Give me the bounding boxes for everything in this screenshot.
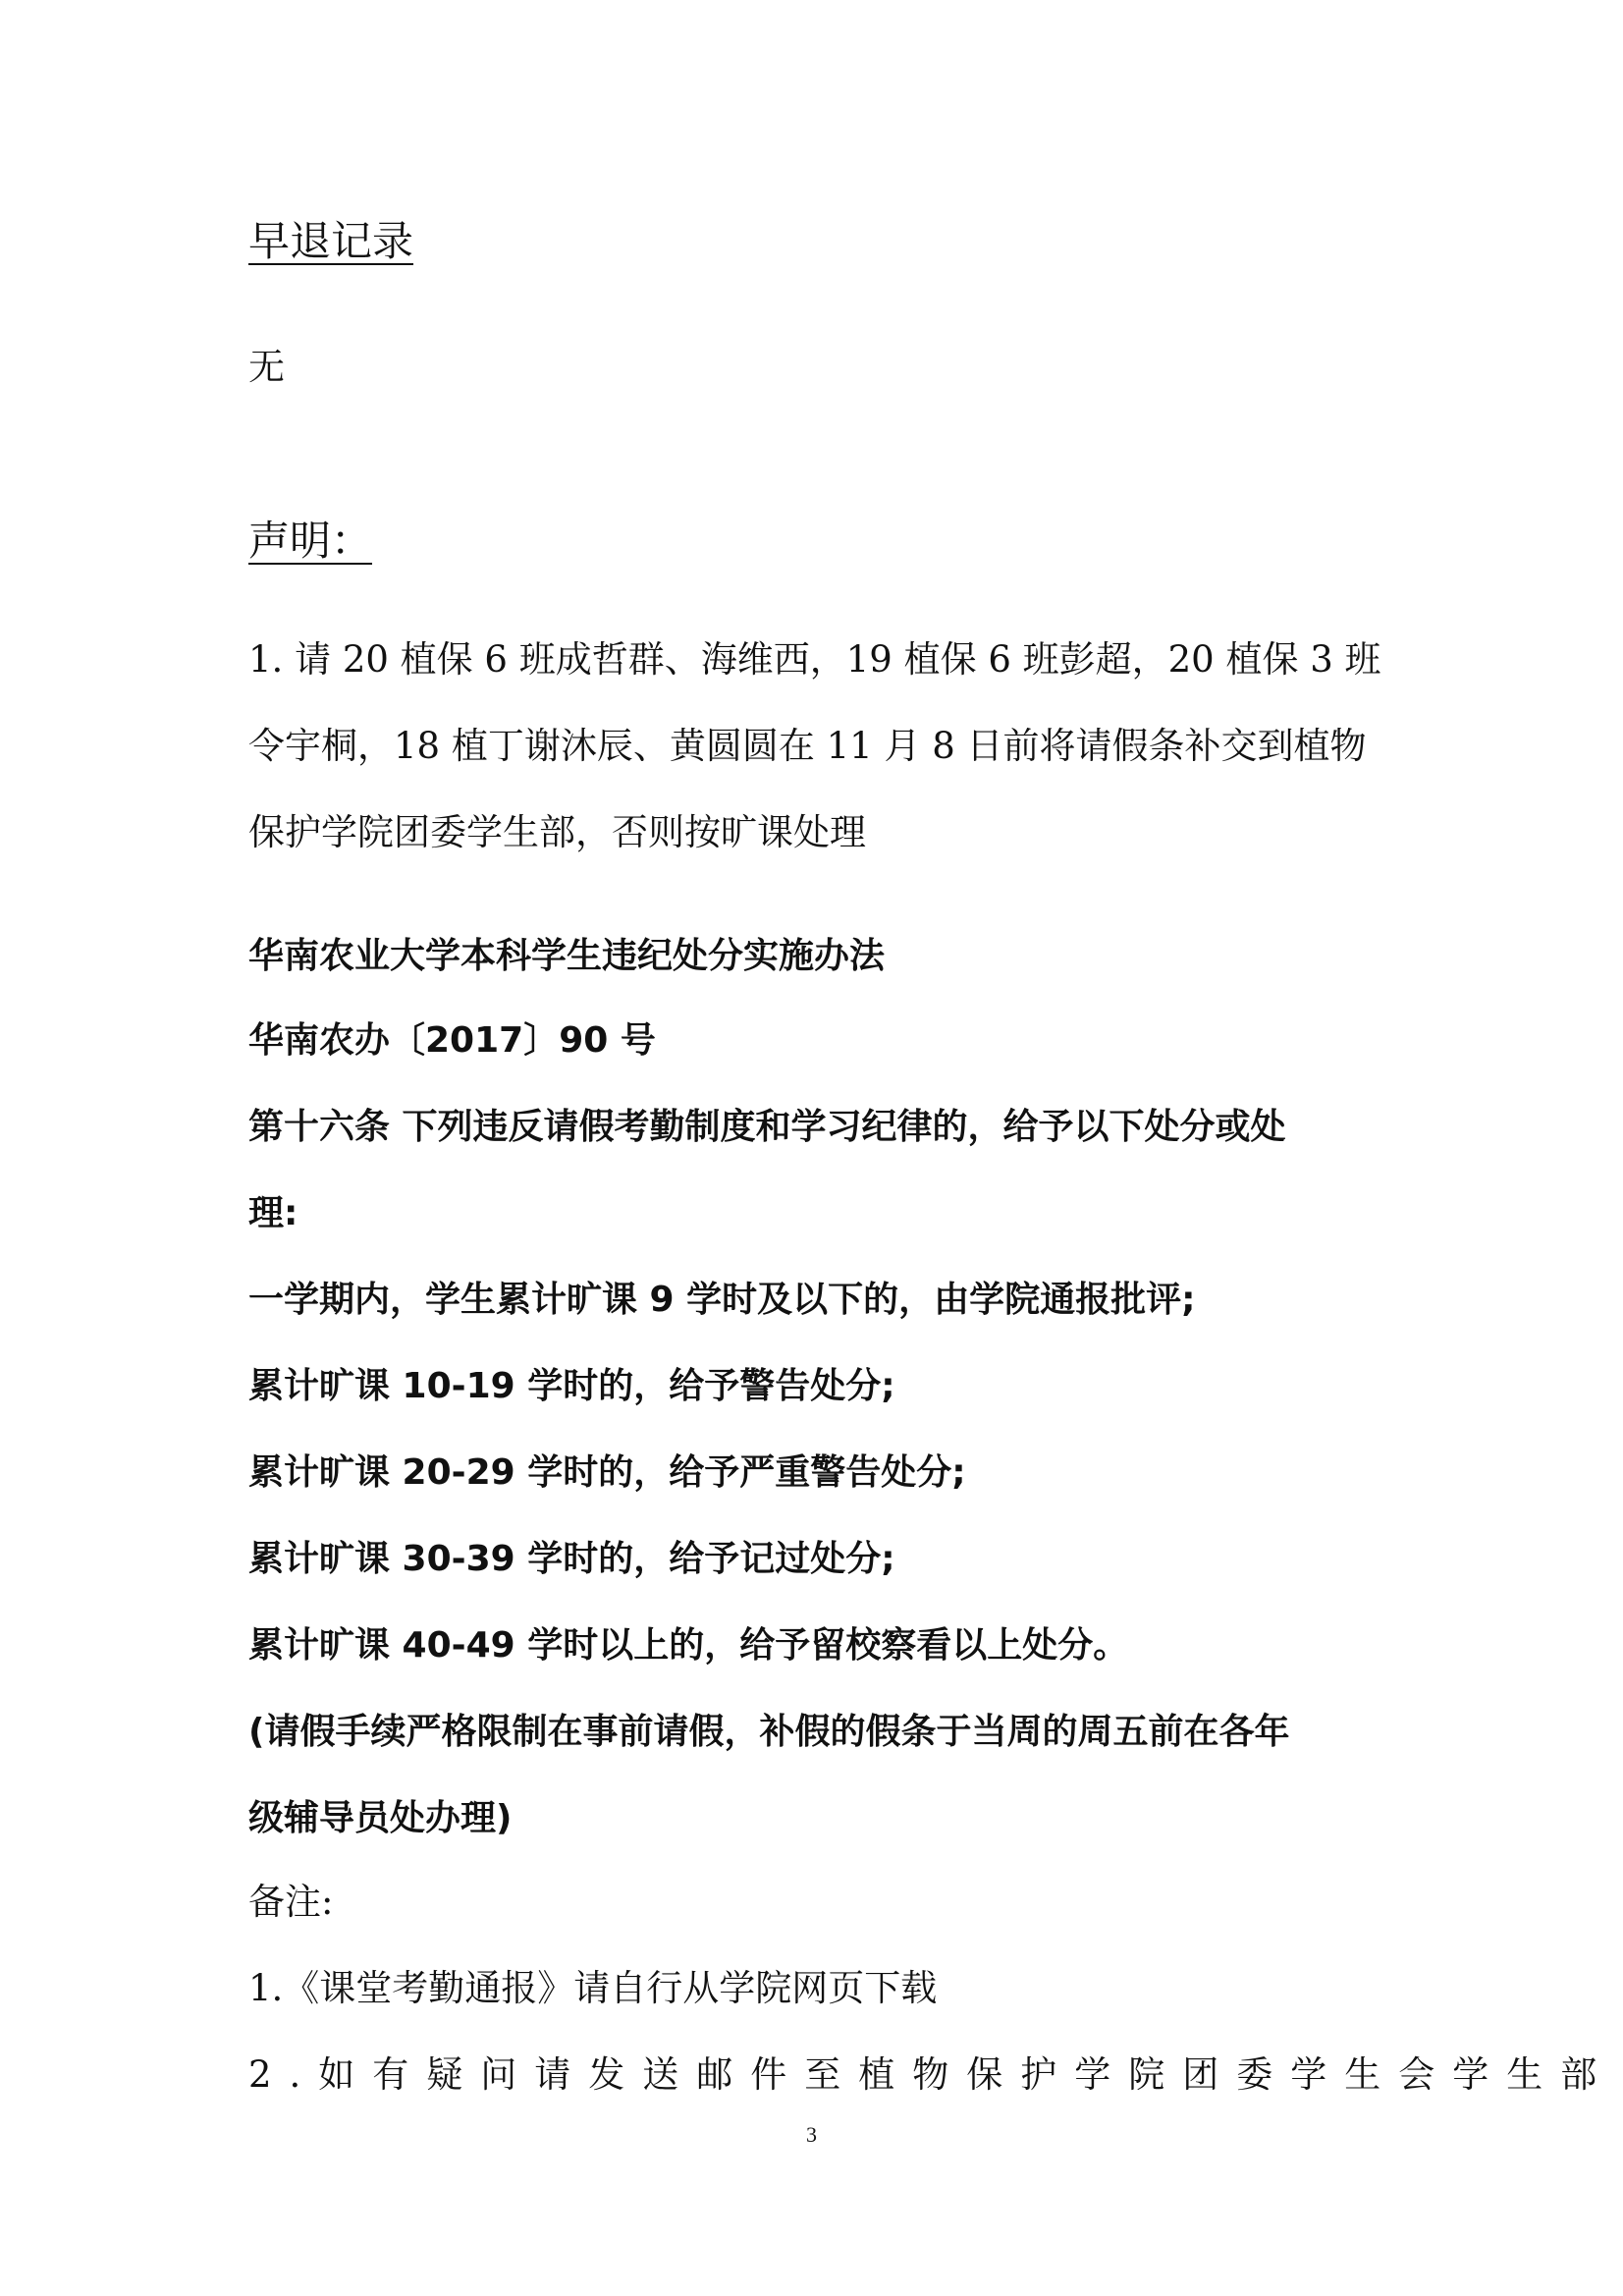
early-leave-heading: 早退记录: [248, 217, 414, 265]
remarks-heading: 备注:: [248, 1881, 334, 1923]
rule-item: 累计旷课 40-49 学时以上的，给予留校察看以上处分。: [248, 1625, 1129, 1666]
rule-item: 累计旷课 20-29 学时的，给予严重警告处分;: [248, 1452, 966, 1493]
regulation-doc-number: 华南农办〔2017〕90 号: [248, 1020, 656, 1061]
rule-item: 一学期内，学生累计旷课 9 学时及以下的，由学院通报批评;: [248, 1280, 1196, 1320]
page-number: 3: [806, 2122, 817, 2147]
notice-line-3: 保护学院团委学生部，否则按旷课处理: [248, 811, 866, 853]
notice-line-2: 令宇桐，18 植丁谢沐辰、黄圆圆在 11 月 8 日前将请假条补交到植物: [248, 725, 1367, 767]
article-line-2: 理:: [248, 1193, 298, 1233]
remark-item: 1.《课堂考勤通报》请自行从学院网页下载: [248, 1967, 938, 2009]
rule-item: 累计旷课 10-19 学时的，给予警告处分;: [248, 1366, 895, 1406]
regulation-title: 华南农业大学本科学生违纪处分实施办法: [248, 936, 886, 976]
note-line-2: 级辅导员处办理): [248, 1798, 513, 1838]
article-line-1: 第十六条 下列违反请假考勤制度和学习纪律的，给予以下处分或处: [248, 1107, 1286, 1147]
early-leave-content: 无: [248, 346, 285, 388]
statement-heading: 声明：: [248, 517, 373, 565]
rule-item: 累计旷课 30-39 学时的，给予记过处分;: [248, 1539, 895, 1579]
note-line-1: (请假手续严格限制在事前请假，补假的假条于当周的周五前在各年: [248, 1712, 1290, 1752]
remark-item: 2.如有疑问请发送邮件至植物保护学院团委学生会学生部: [248, 2053, 1615, 2096]
notice-line-1: 1. 请 20 植保 6 班成哲群、海维西，19 植保 6 班彭超，20 植保 3 班: [248, 638, 1381, 681]
